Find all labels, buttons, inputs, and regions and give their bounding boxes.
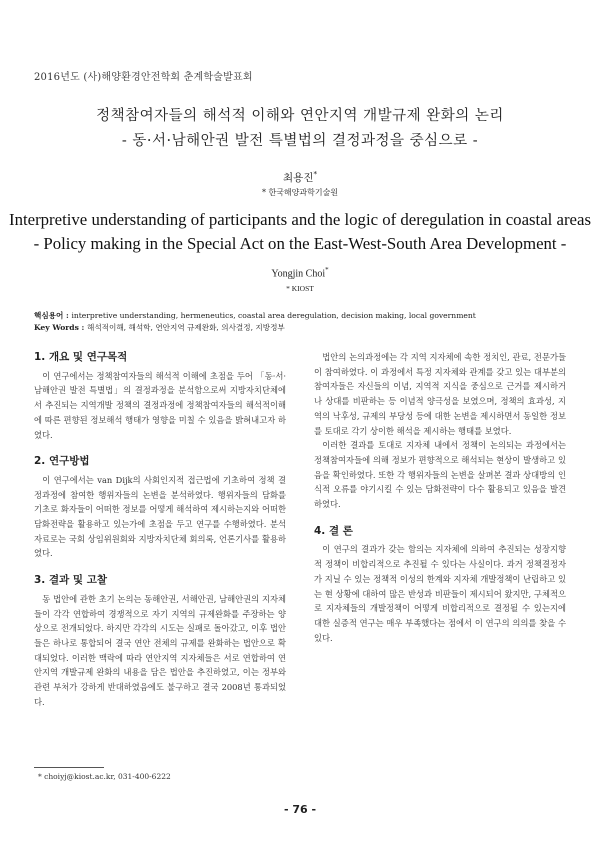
right-column: [314, 350, 566, 645]
section-3-heading: 3. 결과 및 고찰: [34, 574, 107, 587]
section-1-heading: 1. 개요 및 연구목적: [34, 351, 128, 363]
section-4-paragraph: 이 연구의 결과가 갖는 함의는 지자체에 의하여 추진되는 성장지향적 정책이 비합리적으로 추진될 수 있다는 사실이다. 과거 정책결정자가 지닐 수 있는 정책적 이성의 한계와 지자체 개발정책이 난립하고 있는 현 상황에 대하여 많은 반성과 비판들이 제시되어 왔지만, 구체적으로 지자체들의 개발정책이 어떻게 비합리적으로 결정될 수 있는지에 대한 실증적 연구는 매우 부족했다는 점에서 이 연구의 의의를 찾을 수 있다.: [314, 544, 566, 643]
section-1-paragraph: 이 연구에서는 정책참여자들의 해석적 이해에 초점을 두어 「동·서·남해안권 발전 특별법」의 결정과정을 분석함으로써 지방자치단체에서 추진되는 지역개발 정책의 결정과정에 정책참여자들의 해석적이해에 따른 편향된 정보해석 행태가 영향을 미칠 수 있음을 밝혀내고자 하였다.: [34, 370, 286, 440]
section-4-heading: 4. 결 론: [314, 524, 353, 537]
english-title: Interpretive understanding of participants and the logic of deregulation in coastal areas: [8, 210, 591, 229]
footnote-mark: *: [38, 772, 42, 781]
keywords-text: interpretive understanding, hermeneutics, coastal area deregulation, decision making, local government: [71, 311, 476, 320]
section-2-paragraph: 이 연구에서는 van Dijk의 사회인지적 접근법에 기초하여 정책 결정과정에 참여한 행위자들의 논변을 분석하였다. 행위자들의 담화를 기초로 화자들이 어떠한 정보를 어떻게 해석하여 제시하는지와 어떠한 담화전략을 활용하고 있는가에 초점을 두고 연구를 수행하였다. 분석자료로는 국회 상임위원회와 지방자치단체 회의록, 언론기사를 활용하였다.: [34, 474, 286, 559]
english-author-name: Yongjin Choi: [271, 268, 326, 280]
section-2-heading: 2. 연구방법: [34, 455, 90, 468]
keywords-english-line: [34, 322, 285, 334]
korean-title: 정책참여자들의 해석적 이해와 연안지역 개발규제 완화의 논리: [96, 108, 504, 124]
korean-author-name: 최용진: [283, 172, 314, 184]
korean-author-mark: *: [313, 170, 317, 179]
keywords-korean-line: [34, 310, 476, 322]
footnote-contact: choiyj@kiost.ac.kr, 031-400-6222: [44, 772, 171, 781]
key-words-label: Key Words :: [34, 323, 87, 332]
english-author: [0, 266, 600, 279]
footnote-divider: [34, 767, 104, 768]
conference-header: 2016년도 (사)해양환경안전학회 춘계학술발표회: [34, 72, 253, 83]
key-words-text: 해석적이해, 해석학, 연안지역 규제완화, 의사결정, 지방정부: [86, 323, 285, 332]
section-3-paragraph-1: 동 법안에 관한 초기 논의는 동해안권, 서해안권, 남해안권의 지자체들이 각각 연합하여 경쟁적으로 자기 지역의 규제완화를 주장하는 양상으로 전개되었다. 하지만 각각의 시도는 실패로 돌아갔고, 이후 법안들은 하나로 통합되어 결국 연안 전체의 규제를 완화하는 법안으로 확대되었다. 이러한 맥락에 따라 연안지역 지자체들은 서로 연합하여 연안지역 개발규제 완화의 내용을 담은 법안을 추진하였고, 이는 정부와 관련 부처가 강하게 반대하였음에도 불구하고 결국 2008년 통과되었다.: [34, 593, 286, 707]
english-affiliation: * KIOST: [286, 284, 314, 293]
english-subtitle: - Policy making in the Special Act on the East-West-South Area Development -: [33, 234, 567, 253]
korean-author: [0, 170, 600, 185]
section-3-paragraph-2: 법안의 논의과정에는 각 지역 지자체에 속한 정치인, 관료, 전문가들이 참여하였다. 이 과정에서 특정 지자체와 관계를 갖고 있는 대부분의 참여자들은 자신들의 이념, 지역적 지식을 중심으로 근거를 제시하거나 상대를 비판하는 등 이념적 양극성을 보였으며, 정책의 효과성, 지역의 낙후성, 규제의 부당성 등에 대한 논변을 제시하면서 동일한 정보를 토대로 각기 상이한 해석을 제시하는 행태를 보였다.: [314, 352, 566, 436]
section-3-paragraph-3: 이러한 결과를 토대로 지자체 내에서 정책이 논의되는 과정에서는 정책참여자들에 의해 정보가 편향적으로 해석되는 현상이 발생하고 있음을 확인하였다. 또한 각 행위자들의 논변을 살펴본 결과 상대방의 인식적 오류를 야기시킬 수 있는 담화전략이 다수 활용되고 있음을 발견하였다.: [314, 440, 566, 510]
english-author-mark: *: [325, 266, 329, 274]
left-column: [34, 350, 286, 709]
footnote: [38, 772, 171, 781]
page-number: - 76 -: [283, 803, 317, 816]
korean-affiliation: * 한국해양과학기술원: [261, 188, 339, 197]
keywords-label: 핵심용어 :: [34, 311, 72, 320]
korean-subtitle: - 동·서·남해안권 발전 특별법의 결정과정을 중심으로 -: [121, 133, 479, 149]
